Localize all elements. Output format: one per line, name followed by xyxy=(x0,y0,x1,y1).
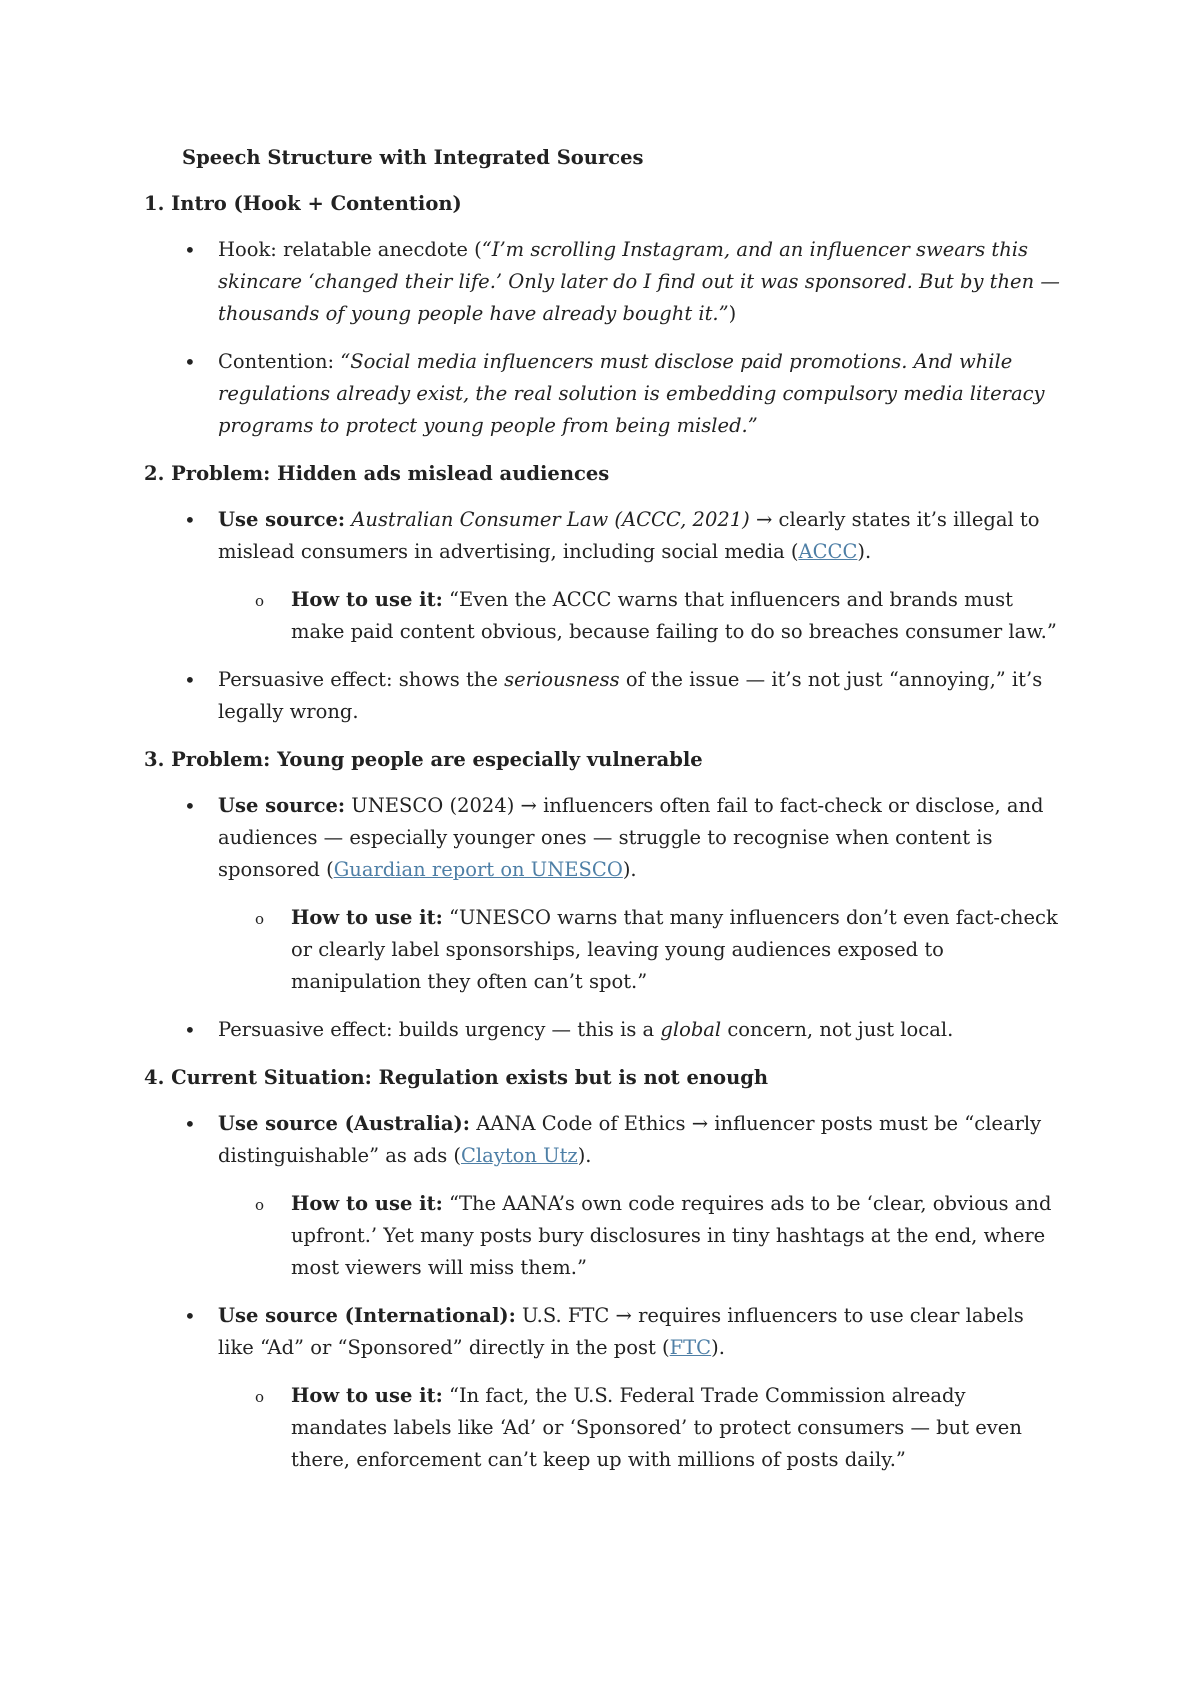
ftc-link[interactable]: FTC xyxy=(669,1336,712,1359)
source-text: → clearly states it’s illegal to mislead consumers in advertising, including social media ( xyxy=(218,508,1040,563)
how-to-use-label: How to use it: xyxy=(291,906,443,929)
how-to-use-text: “UNESCO warns that many influencers don’t even fact-check or clearly label sponsorships, leaving young audiences exposed to manipulation they often can’t spot.” xyxy=(291,906,1058,993)
list-item-source-international xyxy=(184,1300,1064,1476)
source-close: ). xyxy=(577,1144,592,1167)
accc-sub-list xyxy=(218,584,1064,648)
source-text: UNESCO (2024) → influencers often fail to fact-check or disclose, and audiences — especially younger ones — struggle to recognise when content is sponsored ( xyxy=(218,794,1044,881)
list-item-effect-seriousness xyxy=(184,664,1064,728)
sub-item-how-to-use xyxy=(255,1380,1064,1476)
how-to-use-label: How to use it: xyxy=(291,1384,443,1407)
how-to-use-label: How to use it: xyxy=(291,588,443,611)
source-label: Use source: xyxy=(218,508,346,531)
australia-sub-list xyxy=(218,1188,1064,1284)
hook-label: Hook: relatable anecdote ( xyxy=(218,238,482,261)
clayton-utz-link[interactable]: Clayton Utz xyxy=(461,1144,578,1167)
source-text: AANA Code of Ethics → influencer posts must be “clearly distinguishable” as ads ( xyxy=(218,1112,1042,1167)
sub-item-how-to-use xyxy=(255,584,1064,648)
young-people-list xyxy=(144,790,1064,1046)
source-close: ). xyxy=(857,540,872,563)
effect-emphasis: global xyxy=(660,1018,722,1041)
bullet-icon: • xyxy=(184,794,196,818)
effect-after: concern, not just local. xyxy=(721,1018,954,1041)
source-close: ). xyxy=(622,858,637,881)
contention-quote: “Social media influencers must disclose paid promotions. And while regulations already exist, the real solution is embedding compulsory media literacy programs to protect young people from being misled.” xyxy=(218,350,1045,437)
effect-after: of the issue — it’s not just “annoying,” it’s legally wrong. xyxy=(218,668,1043,723)
source-label: Use source: xyxy=(218,794,346,817)
how-to-use-text: “The AANA’s own code requires ads to be ‘clear, obvious and upfront.’ Yet many posts bury disclosures in tiny hashtags at the end, where most viewers will miss them.” xyxy=(291,1192,1052,1279)
effect-emphasis: seriousness xyxy=(504,668,620,691)
bullet-icon: • xyxy=(184,508,196,532)
sub-bullet-icon: o xyxy=(255,1388,265,1406)
hidden-ads-list xyxy=(144,504,1064,728)
list-item-source-unesco xyxy=(184,790,1064,998)
accc-link[interactable]: ACCC xyxy=(798,540,858,563)
hook-quote: “I’m scrolling Instagram, and an influencer swears this skincare ‘changed their life.’ Only later do I find out it was sponsored. But by then — thousands of young people have already bought it.” xyxy=(218,238,1060,325)
how-to-use-label: How to use it: xyxy=(291,1192,443,1215)
section-heading-intro: 1. Intro (Hook + Contention) xyxy=(144,192,462,215)
list-item-source-accc xyxy=(184,504,1064,648)
how-to-use-text: “Even the ACCC warns that influencers and brands must make paid content obvious, because failing to do so breaches consumer law.” xyxy=(291,588,1057,643)
source-close: ). xyxy=(711,1336,725,1359)
contention-label: Contention: xyxy=(218,350,341,373)
bullet-icon: • xyxy=(184,1018,196,1042)
guardian-link[interactable]: Guardian report on UNESCO xyxy=(333,858,623,881)
list-item-source-australia xyxy=(184,1108,1064,1284)
source-label: Use source (Australia): xyxy=(218,1112,470,1135)
unesco-sub-list xyxy=(218,902,1064,998)
list-item-hook xyxy=(184,234,1064,330)
intro-list xyxy=(144,234,1064,442)
document-title: Speech Structure with Integrated Sources xyxy=(182,146,644,169)
sub-bullet-icon: o xyxy=(255,910,265,928)
list-item-contention xyxy=(184,346,1064,442)
how-to-use-text: “In fact, the U.S. Federal Trade Commission already mandates labels like ‘Ad’ or ‘Sponsored’ to protect consumers — but even there, enforcement can’t keep up with millions of posts daily.” xyxy=(291,1384,1022,1471)
effect-before: Persuasive effect: shows the xyxy=(218,668,505,691)
source-label: Use source (International): xyxy=(218,1304,516,1327)
sub-item-how-to-use xyxy=(255,902,1064,998)
source-text: U.S. FTC → requires influencers to use clear labels like “Ad” or “Sponsored” directly in the post ( xyxy=(218,1304,1024,1359)
bullet-icon: • xyxy=(184,350,196,374)
bullet-icon: • xyxy=(184,668,196,692)
section-heading-current-situation: 4. Current Situation: Regulation exists but is not enough xyxy=(144,1066,769,1089)
list-item-effect-urgency xyxy=(184,1014,1064,1046)
international-sub-list xyxy=(218,1380,1064,1476)
bullet-icon: • xyxy=(184,1112,196,1136)
bullet-icon: • xyxy=(184,238,196,262)
document-body xyxy=(144,142,1064,1492)
section-heading-young-people: 3. Problem: Young people are especially vulnerable xyxy=(144,748,703,771)
section-heading-hidden-ads: 2. Problem: Hidden ads mislead audiences xyxy=(144,462,610,485)
effect-before: Persuasive effect: builds urgency — this is a xyxy=(218,1018,661,1041)
sub-item-how-to-use xyxy=(255,1188,1064,1284)
sub-bullet-icon: o xyxy=(255,1196,265,1214)
current-situation-list xyxy=(144,1108,1064,1476)
hook-close: ) xyxy=(728,302,737,325)
source-name: Australian Consumer Law (ACCC, 2021) xyxy=(351,508,750,531)
sub-bullet-icon: o xyxy=(255,592,265,610)
bullet-icon: • xyxy=(184,1304,196,1328)
